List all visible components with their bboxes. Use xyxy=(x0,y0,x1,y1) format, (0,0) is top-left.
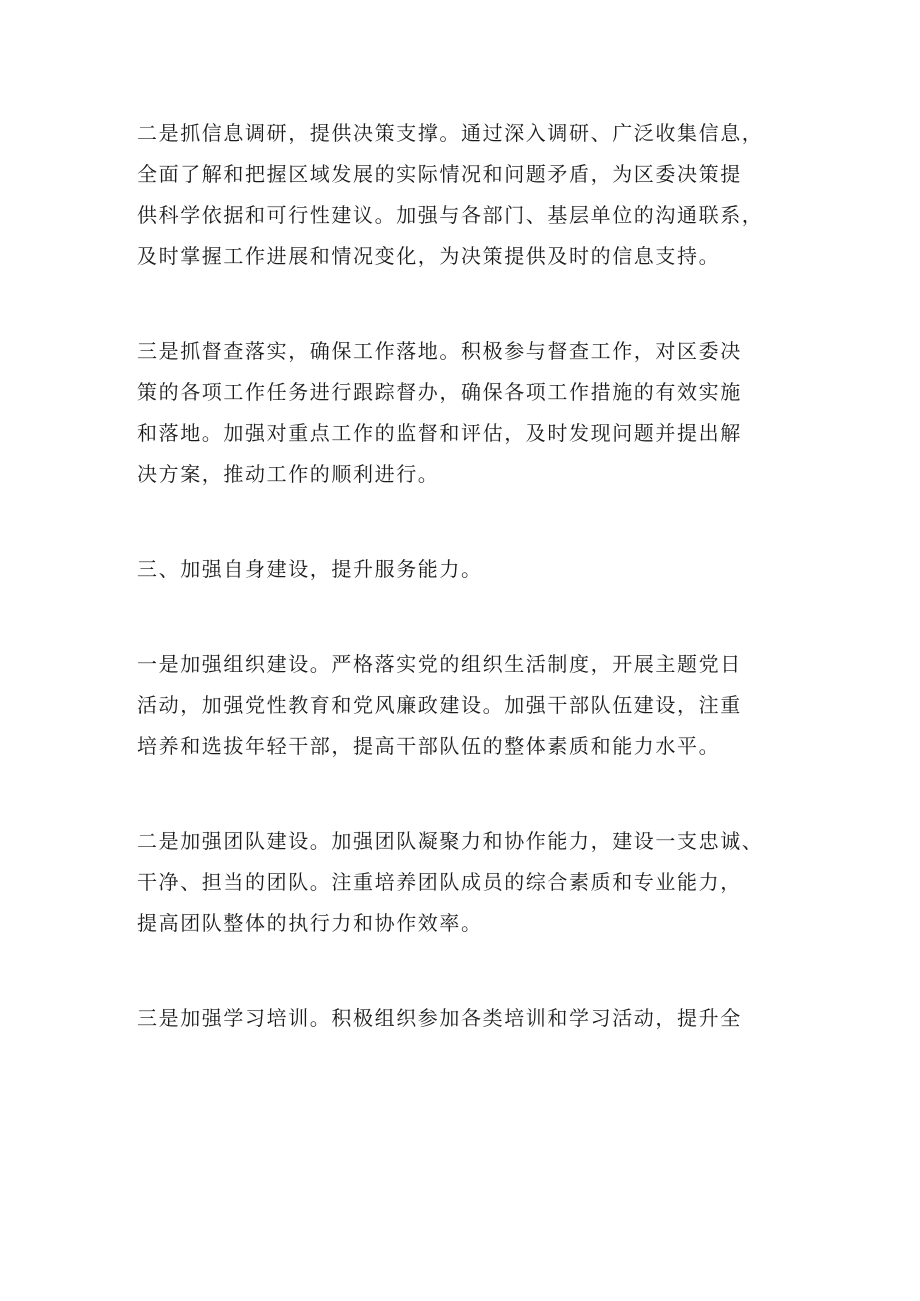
paragraph-info-research xyxy=(137,113,797,277)
section-heading xyxy=(137,549,797,590)
paragraph-supervision xyxy=(137,331,797,495)
text-line: 提高团队整体的执行力和协作效率。 xyxy=(137,911,483,935)
text-line: 决方案，推动工作的顺利进行。 xyxy=(137,462,440,486)
text-line: 一是加强组织建设。严格落实党的组织生活制度，开展主题党日 xyxy=(137,652,742,676)
text-line: 和落地。加强对重点工作的监督和评估，及时发现问题并提出解 xyxy=(137,421,742,445)
text-line: 二是抓信息调研，提供决策支撑。通过深入调研、广泛收集信息， xyxy=(137,121,764,145)
text-line: 干净、担当的团队。注重培养团队成员的综合素质和专业能力， xyxy=(137,870,742,894)
document-body xyxy=(137,113,797,1039)
text-line: 供科学依据和可行性建议。加强与各部门、基层单位的沟通联系， xyxy=(137,203,764,227)
paragraph-team xyxy=(137,821,797,944)
paragraph-spacer xyxy=(137,277,797,331)
text-line: 培养和选拔年轻干部，提高干部队伍的整体素质和能力水平。 xyxy=(137,734,721,758)
paragraph-spacer xyxy=(137,495,797,549)
paragraph-spacer xyxy=(137,944,797,998)
text-line: 及时掌握工作进展和情况变化，为决策提供及时的信息支持。 xyxy=(137,244,721,268)
text-line: 三是加强学习培训。积极组织参加各类培训和学习活动，提升全 xyxy=(137,1006,742,1030)
text-line: 三是抓督查落实，确保工作落地。积极参与督查工作，对区委决 xyxy=(137,339,742,363)
paragraph-organization xyxy=(137,644,797,767)
paragraph-training xyxy=(137,998,797,1039)
text-line: 全面了解和把握区域发展的实际情况和问题矛盾，为区委决策提 xyxy=(137,162,742,186)
text-line: 策的各项工作任务进行跟踪督办，确保各项工作措施的有效实施 xyxy=(137,380,742,404)
text-line: 三、加强自身建设，提升服务能力。 xyxy=(137,557,483,581)
paragraph-spacer xyxy=(137,590,797,644)
text-line: 活动，加强党性教育和党风廉政建设。加强干部队伍建设，注重 xyxy=(137,693,742,717)
paragraph-spacer xyxy=(137,767,797,821)
text-line: 二是加强团队建设。加强团队凝聚力和协作能力，建设一支忠诚、 xyxy=(137,829,764,853)
